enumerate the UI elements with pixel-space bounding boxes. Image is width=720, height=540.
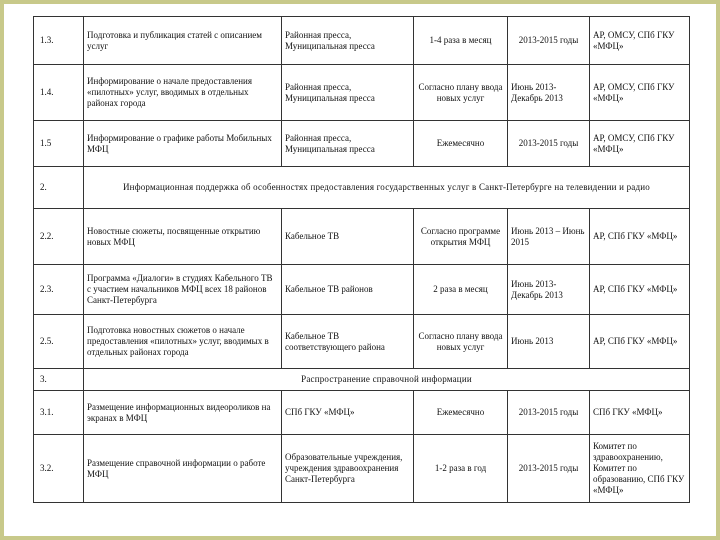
media-cell: Кабельное ТВ соответствующего района — [282, 315, 414, 369]
frequency-cell: Ежемесячно — [414, 121, 508, 167]
section-row — [34, 167, 690, 209]
period-cell: Июнь 2013- Декабрь 2013 — [508, 265, 590, 315]
task-cell: Размещение информационных видеороликов на экранах в МФЦ — [84, 391, 282, 435]
frequency-cell: Согласно программе открытия МФЦ — [414, 209, 508, 265]
table-row — [34, 121, 690, 167]
period-cell: Июнь 2013- Декабрь 2013 — [508, 65, 590, 121]
table-row — [34, 17, 690, 65]
activity-table — [33, 16, 690, 503]
row-number: 3.2. — [34, 435, 84, 503]
period-cell: 2013-2015 годы — [508, 391, 590, 435]
table-row — [34, 435, 690, 503]
responsible-cell: АР, ОМСУ, СПб ГКУ «МФЦ» — [590, 17, 690, 65]
responsible-cell: Комитет по здравоохранению, Комитет по образованию, СПб ГКУ «МФЦ» — [590, 435, 690, 503]
media-cell: Кабельное ТВ районов — [282, 265, 414, 315]
row-number: 3.1. — [34, 391, 84, 435]
row-number: 2.2. — [34, 209, 84, 265]
section-number: 3. — [34, 369, 84, 391]
task-cell: Подготовка и публикация статей с описанием услуг — [84, 17, 282, 65]
period-cell: 2013-2015 годы — [508, 121, 590, 167]
frequency-cell: 1-2 раза в год — [414, 435, 508, 503]
section-title: Информационная поддержка об особенностях предоставления государственных услуг в Санкт-Петербурге на телевидении и радио — [84, 167, 690, 209]
responsible-cell: АР, ОМСУ, СПб ГКУ «МФЦ» — [590, 65, 690, 121]
row-number: 1.4. — [34, 65, 84, 121]
row-number: 1.3. — [34, 17, 84, 65]
period-cell: 2013-2015 годы — [508, 17, 590, 65]
media-cell: СПб ГКУ «МФЦ» — [282, 391, 414, 435]
period-cell: Июнь 2013 – Июнь 2015 — [508, 209, 590, 265]
section-number: 2. — [34, 167, 84, 209]
row-number: 2.3. — [34, 265, 84, 315]
row-number: 2.5. — [34, 315, 84, 369]
task-cell: Новостные сюжеты, посвященные открытию новых МФЦ — [84, 209, 282, 265]
task-cell: Информирование о графике работы Мобильных МФЦ — [84, 121, 282, 167]
frequency-cell: 2 раза в месяц — [414, 265, 508, 315]
frequency-cell: Ежемесячно — [414, 391, 508, 435]
responsible-cell: АР, СПб ГКУ «МФЦ» — [590, 209, 690, 265]
table-row — [34, 265, 690, 315]
task-cell: Размещение справочной информации о работе МФЦ — [84, 435, 282, 503]
table-row — [34, 65, 690, 121]
responsible-cell: АР, СПб ГКУ «МФЦ» — [590, 265, 690, 315]
frequency-cell: 1-4 раза в месяц — [414, 17, 508, 65]
frequency-cell: Согласно плану ввода новых услуг — [414, 65, 508, 121]
period-cell: Июнь 2013 — [508, 315, 590, 369]
media-cell: Образовательные учреждения, учреждения здравоохранения Санкт-Петербурга — [282, 435, 414, 503]
task-cell: Подготовка новостных сюжетов о начале предоставления «пилотных» услуг, вводимых в отдельных районах города — [84, 315, 282, 369]
table-row — [34, 209, 690, 265]
media-cell: Районная пресса, Муниципальная пресса — [282, 65, 414, 121]
task-cell: Информирование о начале предоставления «пилотных» услуг, вводимых в отдельных районах города — [84, 65, 282, 121]
section-title: Распространение справочной информации — [84, 369, 690, 391]
responsible-cell: СПб ГКУ «МФЦ» — [590, 391, 690, 435]
task-cell: Программа «Диалоги» в студиях Кабельного ТВ с участием начальников МФЦ всех 18 районов Санкт-Петербурга — [84, 265, 282, 315]
row-number: 1.5 — [34, 121, 84, 167]
table-row — [34, 315, 690, 369]
media-cell: Районная пресса, Муниципальная пресса — [282, 121, 414, 167]
responsible-cell: АР, СПб ГКУ «МФЦ» — [590, 315, 690, 369]
media-cell: Кабельное ТВ — [282, 209, 414, 265]
frequency-cell: Согласно плану ввода новых услуг — [414, 315, 508, 369]
period-cell: 2013-2015 годы — [508, 435, 590, 503]
responsible-cell: АР, ОМСУ, СПб ГКУ «МФЦ» — [590, 121, 690, 167]
media-cell: Районная пресса, Муниципальная пресса — [282, 17, 414, 65]
section-row — [34, 369, 690, 391]
table-row — [34, 391, 690, 435]
